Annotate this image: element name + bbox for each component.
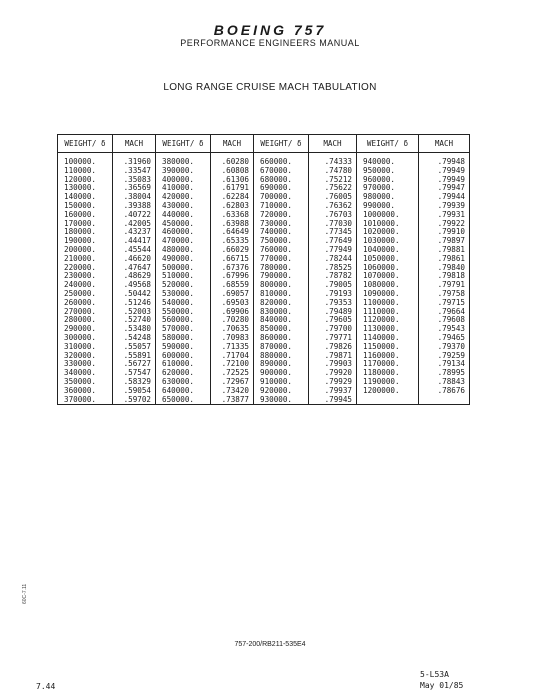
weight-cell: 790000. bbox=[254, 272, 309, 281]
mach-cell: .76005 bbox=[309, 193, 357, 202]
page-title: LONG RANGE CRUISE MACH TABULATION bbox=[163, 82, 377, 93]
mach-cell: .73420 bbox=[211, 387, 254, 396]
mach-cell: .55057 bbox=[113, 343, 156, 352]
weight-cell: 340000. bbox=[58, 369, 113, 378]
mach-cell: .43237 bbox=[113, 228, 156, 237]
weight-cell: 1020000. bbox=[357, 228, 419, 237]
mach-cell: .76362 bbox=[309, 202, 357, 211]
mach-cell: .71704 bbox=[211, 352, 254, 361]
weight-cell: 780000. bbox=[254, 264, 309, 273]
weight-cell: 1040000. bbox=[357, 246, 419, 255]
boeing-757-logo: BOEING 757 bbox=[213, 22, 327, 38]
mach-cell: .66029 bbox=[211, 246, 254, 255]
column-header-mach-4: MACH bbox=[419, 135, 470, 153]
mach-cell: .79920 bbox=[309, 369, 357, 378]
weight-cell: 810000. bbox=[254, 290, 309, 299]
weight-cell: 1190000. bbox=[357, 378, 419, 387]
mach-cell: .75212 bbox=[309, 176, 357, 185]
mach-cell: .35083 bbox=[113, 176, 156, 185]
weight-cell: 870000. bbox=[254, 343, 309, 352]
mach-cell: .77030 bbox=[309, 220, 357, 229]
weight-cell: 960000. bbox=[357, 176, 419, 185]
mach-cell: .79826 bbox=[309, 343, 357, 352]
weight-cell: 1090000. bbox=[357, 290, 419, 299]
weight-cell: 610000. bbox=[156, 360, 211, 369]
weight-cell: 800000. bbox=[254, 281, 309, 290]
mach-cell: .46620 bbox=[113, 255, 156, 264]
weight-cell: 1120000. bbox=[357, 316, 419, 325]
mach-cell: .79937 bbox=[309, 387, 357, 396]
mach-cell: .79465 bbox=[419, 334, 470, 343]
weight-cell: 900000. bbox=[254, 369, 309, 378]
mach-cell: .79259 bbox=[419, 352, 470, 361]
weight-cell: 1050000. bbox=[357, 255, 419, 264]
mach-cell: .40722 bbox=[113, 211, 156, 220]
weight-cell: 530000. bbox=[156, 290, 211, 299]
mach-cell: .73877 bbox=[211, 396, 254, 405]
weight-cell: 1170000. bbox=[357, 360, 419, 369]
weight-cell: 470000. bbox=[156, 237, 211, 246]
mach-cell: .79948 bbox=[419, 153, 470, 167]
weight-cell: 1200000. bbox=[357, 387, 419, 396]
mach-cell: .59054 bbox=[113, 387, 156, 396]
mach-cell: .79861 bbox=[419, 255, 470, 264]
mach-cell: .38004 bbox=[113, 193, 156, 202]
mach-cell: .31960 bbox=[113, 153, 156, 167]
weight-cell: 380000. bbox=[156, 153, 211, 167]
mach-cell: .78676 bbox=[419, 387, 470, 396]
document-code-block bbox=[420, 669, 463, 691]
weight-cell: 300000. bbox=[58, 334, 113, 343]
table-body bbox=[58, 153, 470, 405]
mach-cell: .50442 bbox=[113, 290, 156, 299]
weight-cell: 620000. bbox=[156, 369, 211, 378]
mach-cell: .65335 bbox=[211, 237, 254, 246]
weight-cell: 1030000. bbox=[357, 237, 419, 246]
mach-cell: .51246 bbox=[113, 299, 156, 308]
weight-cell: 940000. bbox=[357, 153, 419, 167]
revision-date: May 01/85 bbox=[420, 681, 464, 690]
mach-cell: .78843 bbox=[419, 378, 470, 387]
mach-cell: .66715 bbox=[211, 255, 254, 264]
mach-cell: .42005 bbox=[113, 220, 156, 229]
column-header-weight-4: WEIGHT/ δ bbox=[357, 135, 419, 153]
weight-cell: 1000000. bbox=[357, 211, 419, 220]
mach-cell: .74333 bbox=[309, 153, 357, 167]
weight-cell: 1070000. bbox=[357, 272, 419, 281]
weight-cell: 410000. bbox=[156, 184, 211, 193]
mach-cell: .54248 bbox=[113, 334, 156, 343]
weight-cell: 260000. bbox=[58, 299, 113, 308]
mach-cell: .79881 bbox=[419, 246, 470, 255]
mach-cell: .53480 bbox=[113, 325, 156, 334]
weight-cell: 1110000. bbox=[357, 308, 419, 317]
weight-cell: 1010000. bbox=[357, 220, 419, 229]
weight-cell: 270000. bbox=[58, 308, 113, 317]
weight-cell: 750000. bbox=[254, 237, 309, 246]
mach-cell: .79947 bbox=[419, 184, 470, 193]
mach-cell: .74780 bbox=[309, 167, 357, 176]
mach-cell: .58329 bbox=[113, 378, 156, 387]
mach-cell: .61306 bbox=[211, 176, 254, 185]
aircraft-engine-model: 757-200/RB211-535E4 bbox=[234, 641, 306, 648]
weight-cell: 360000. bbox=[58, 387, 113, 396]
mach-cell: .72525 bbox=[211, 369, 254, 378]
mach-cell: .79791 bbox=[419, 281, 470, 290]
weight-cell: 550000. bbox=[156, 308, 211, 317]
mach-cell: .69057 bbox=[211, 290, 254, 299]
mach-cell: .78782 bbox=[309, 272, 357, 281]
mach-cell: .77649 bbox=[309, 237, 357, 246]
weight-cell: 1150000. bbox=[357, 343, 419, 352]
mach-cell: .70280 bbox=[211, 316, 254, 325]
weight-cell: 660000. bbox=[254, 153, 309, 167]
weight-cell: 710000. bbox=[254, 202, 309, 211]
mach-cell: .79931 bbox=[419, 211, 470, 220]
mach-cell: .79353 bbox=[309, 299, 357, 308]
weight-cell: 200000. bbox=[58, 246, 113, 255]
mach-cell: .78525 bbox=[309, 264, 357, 273]
weight-cell: 850000. bbox=[254, 325, 309, 334]
mach-cell: .45544 bbox=[113, 246, 156, 255]
weight-cell: 170000. bbox=[58, 220, 113, 229]
weight-cell: 440000. bbox=[156, 211, 211, 220]
mach-cell: .75622 bbox=[309, 184, 357, 193]
weight-cell: 950000. bbox=[357, 167, 419, 176]
mach-cell: .78244 bbox=[309, 255, 357, 264]
mach-cell: .79818 bbox=[419, 272, 470, 281]
mach-cell: .55891 bbox=[113, 352, 156, 361]
weight-cell: 480000. bbox=[156, 246, 211, 255]
weight-cell: 250000. bbox=[58, 290, 113, 299]
mach-cell: .63988 bbox=[211, 220, 254, 229]
column-header-weight-2: WEIGHT/ δ bbox=[156, 135, 211, 153]
weight-cell: 630000. bbox=[156, 378, 211, 387]
weight-cell: 980000. bbox=[357, 193, 419, 202]
mach-cell: .79664 bbox=[419, 308, 470, 317]
mach-cell: .79929 bbox=[309, 378, 357, 387]
table-row bbox=[58, 396, 470, 405]
weight-cell: 160000. bbox=[58, 211, 113, 220]
weight-cell: 1060000. bbox=[357, 264, 419, 273]
mach-cell: .77949 bbox=[309, 246, 357, 255]
document-code: 5-L53A bbox=[420, 670, 449, 679]
mach-cell: .79758 bbox=[419, 290, 470, 299]
weight-cell: 650000. bbox=[156, 396, 211, 405]
weight-cell: 350000. bbox=[58, 378, 113, 387]
weight-cell: 730000. bbox=[254, 220, 309, 229]
mach-cell: .79005 bbox=[309, 281, 357, 290]
mach-cell: .47647 bbox=[113, 264, 156, 273]
weight-cell: 700000. bbox=[254, 193, 309, 202]
weight-cell: 520000. bbox=[156, 281, 211, 290]
mach-cell: .79134 bbox=[419, 360, 470, 369]
mach-cell: .57547 bbox=[113, 369, 156, 378]
weight-cell: 720000. bbox=[254, 211, 309, 220]
weight-cell: 930000. bbox=[254, 396, 309, 405]
mach-cell: .79840 bbox=[419, 264, 470, 273]
weight-cell: 490000. bbox=[156, 255, 211, 264]
column-header-mach-1: MACH bbox=[113, 135, 156, 153]
weight-cell: 1140000. bbox=[357, 334, 419, 343]
weight-cell: 1100000. bbox=[357, 299, 419, 308]
mach-cell: .52003 bbox=[113, 308, 156, 317]
mach-cell: .79489 bbox=[309, 308, 357, 317]
mach-cell: .72967 bbox=[211, 378, 254, 387]
weight-cell: 840000. bbox=[254, 316, 309, 325]
weight-cell: 500000. bbox=[156, 264, 211, 273]
mach-cell: .67376 bbox=[211, 264, 254, 273]
weight-cell: 970000. bbox=[357, 184, 419, 193]
column-header-weight-3: WEIGHT/ δ bbox=[254, 135, 309, 153]
weight-cell: 150000. bbox=[58, 202, 113, 211]
weight-cell: 110000. bbox=[58, 167, 113, 176]
mach-cell: .79771 bbox=[309, 334, 357, 343]
column-header-mach-3: MACH bbox=[309, 135, 357, 153]
mach-cell: .33547 bbox=[113, 167, 156, 176]
mach-cell bbox=[419, 396, 470, 405]
mach-cell: .79543 bbox=[419, 325, 470, 334]
mach-cell: .79193 bbox=[309, 290, 357, 299]
weight-cell: 450000. bbox=[156, 220, 211, 229]
weight-cell: 230000. bbox=[58, 272, 113, 281]
weight-cell: 130000. bbox=[58, 184, 113, 193]
mach-cell: .79949 bbox=[419, 176, 470, 185]
mach-cell: .79949 bbox=[419, 167, 470, 176]
weight-cell: 690000. bbox=[254, 184, 309, 193]
weight-cell: 820000. bbox=[254, 299, 309, 308]
weight-cell: 210000. bbox=[58, 255, 113, 264]
weight-cell: 830000. bbox=[254, 308, 309, 317]
mach-cell: .79370 bbox=[419, 343, 470, 352]
mach-cell: .69503 bbox=[211, 299, 254, 308]
mach-cell: .79897 bbox=[419, 237, 470, 246]
mach-cell: .76703 bbox=[309, 211, 357, 220]
mach-cell: .39388 bbox=[113, 202, 156, 211]
mach-cell: .63368 bbox=[211, 211, 254, 220]
weight-cell: 290000. bbox=[58, 325, 113, 334]
weight-cell: 100000. bbox=[58, 153, 113, 167]
weight-cell: 910000. bbox=[254, 378, 309, 387]
mach-cell: .79939 bbox=[419, 202, 470, 211]
weight-cell bbox=[357, 396, 419, 405]
weight-cell: 1180000. bbox=[357, 369, 419, 378]
weight-cell: 1160000. bbox=[357, 352, 419, 361]
weight-cell: 120000. bbox=[58, 176, 113, 185]
weight-cell: 890000. bbox=[254, 360, 309, 369]
mach-cell: .68559 bbox=[211, 281, 254, 290]
mach-cell: .62803 bbox=[211, 202, 254, 211]
weight-cell: 180000. bbox=[58, 228, 113, 237]
mach-cell: .61791 bbox=[211, 184, 254, 193]
weight-cell: 1130000. bbox=[357, 325, 419, 334]
weight-cell: 400000. bbox=[156, 176, 211, 185]
weight-cell: 280000. bbox=[58, 316, 113, 325]
weight-cell: 880000. bbox=[254, 352, 309, 361]
mach-cell: .70635 bbox=[211, 325, 254, 334]
mach-cell: .79605 bbox=[309, 316, 357, 325]
weight-cell: 590000. bbox=[156, 343, 211, 352]
mach-cell: .79903 bbox=[309, 360, 357, 369]
mach-cell: .77345 bbox=[309, 228, 357, 237]
mach-cell: .79715 bbox=[419, 299, 470, 308]
weight-cell: 460000. bbox=[156, 228, 211, 237]
mach-cell: .36569 bbox=[113, 184, 156, 193]
weight-cell: 680000. bbox=[254, 176, 309, 185]
mach-tabulation-table bbox=[57, 134, 470, 405]
weight-cell: 580000. bbox=[156, 334, 211, 343]
mach-cell: .72100 bbox=[211, 360, 254, 369]
mach-cell: .69906 bbox=[211, 308, 254, 317]
weight-cell: 540000. bbox=[156, 299, 211, 308]
mach-cell: .79945 bbox=[309, 396, 357, 405]
mach-cell: .79944 bbox=[419, 193, 470, 202]
table-header-row bbox=[58, 135, 470, 153]
mach-cell: .62284 bbox=[211, 193, 254, 202]
weight-cell: 600000. bbox=[156, 352, 211, 361]
mach-cell: .44417 bbox=[113, 237, 156, 246]
mach-cell: .79922 bbox=[419, 220, 470, 229]
weight-cell: 510000. bbox=[156, 272, 211, 281]
weight-cell: 740000. bbox=[254, 228, 309, 237]
manual-title: PERFORMANCE ENGINEERS MANUAL bbox=[180, 38, 360, 48]
mach-cell: .79608 bbox=[419, 316, 470, 325]
mach-cell: .67996 bbox=[211, 272, 254, 281]
table-row bbox=[58, 153, 470, 167]
weight-cell: 760000. bbox=[254, 246, 309, 255]
mach-cell: .52740 bbox=[113, 316, 156, 325]
weight-cell: 370000. bbox=[58, 396, 113, 405]
weight-cell: 560000. bbox=[156, 316, 211, 325]
weight-cell: 310000. bbox=[58, 343, 113, 352]
weight-cell: 1080000. bbox=[357, 281, 419, 290]
weight-cell: 670000. bbox=[254, 167, 309, 176]
weight-cell: 430000. bbox=[156, 202, 211, 211]
mach-cell: .71335 bbox=[211, 343, 254, 352]
mach-cell: .59702 bbox=[113, 396, 156, 405]
weight-cell: 140000. bbox=[58, 193, 113, 202]
mach-cell: .79871 bbox=[309, 352, 357, 361]
mach-cell: .48629 bbox=[113, 272, 156, 281]
weight-cell: 570000. bbox=[156, 325, 211, 334]
column-header-weight-1: WEIGHT/ δ bbox=[58, 135, 113, 153]
weight-cell: 640000. bbox=[156, 387, 211, 396]
weight-cell: 920000. bbox=[254, 387, 309, 396]
mach-cell: .60280 bbox=[211, 153, 254, 167]
side-stamp: 60C-7.11 bbox=[22, 583, 28, 604]
column-header-mach-2: MACH bbox=[211, 135, 254, 153]
mach-cell: .79700 bbox=[309, 325, 357, 334]
weight-cell: 320000. bbox=[58, 352, 113, 361]
weight-cell: 240000. bbox=[58, 281, 113, 290]
weight-cell: 330000. bbox=[58, 360, 113, 369]
weight-cell: 860000. bbox=[254, 334, 309, 343]
mach-cell: .70983 bbox=[211, 334, 254, 343]
mach-cell: .49568 bbox=[113, 281, 156, 290]
weight-cell: 390000. bbox=[156, 167, 211, 176]
weight-cell: 770000. bbox=[254, 255, 309, 264]
mach-cell: .60808 bbox=[211, 167, 254, 176]
page-number: 7.44 bbox=[36, 682, 56, 691]
weight-cell: 190000. bbox=[58, 237, 113, 246]
mach-cell: .56727 bbox=[113, 360, 156, 369]
weight-cell: 420000. bbox=[156, 193, 211, 202]
mach-cell: .64649 bbox=[211, 228, 254, 237]
mach-cell: .78995 bbox=[419, 369, 470, 378]
mach-cell: .79910 bbox=[419, 228, 470, 237]
weight-cell: 220000. bbox=[58, 264, 113, 273]
weight-cell: 990000. bbox=[357, 202, 419, 211]
